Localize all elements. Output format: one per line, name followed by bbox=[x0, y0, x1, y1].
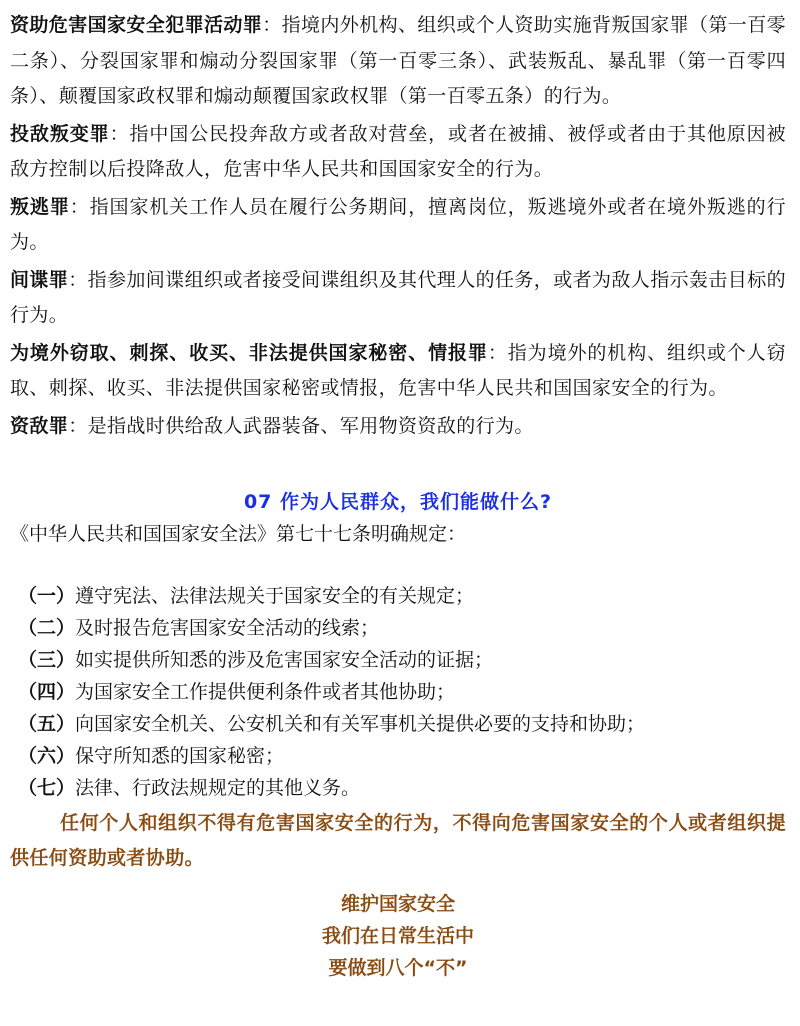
duty-number: （五） bbox=[18, 713, 76, 735]
crime-definition-text: ：指中国公民投奔敌方或者敌对营垒，或者在被捕、被俘或者由于其他原因被敌方控制以后投降敌人，危害中华人民共和国国家安全的行为。 bbox=[10, 122, 786, 180]
crime-definition-defection bbox=[10, 117, 786, 188]
warning-statement: 任何个人和组织不得有危害国家安全的行为，不得向危害国家安全的个人或者组织提供任何资助或者协助。 bbox=[10, 812, 786, 869]
duty-number: （一） bbox=[18, 585, 76, 607]
duty-list bbox=[10, 580, 786, 804]
crime-definition-text: ：指境内外机构、组织或个人资助实施背叛国家罪（第一百零二条）、分裂国家罪和煽动分裂国家罪（第一百零三条）、武装叛乱、暴乱罪（第一百零四条）、颠覆国家政权罪和煽动颠覆国家政权罪（第一百零五条）的行为。 bbox=[10, 14, 787, 107]
crime-definition-aiding-enemy bbox=[10, 409, 786, 445]
closing-line: 要做到八个“不” bbox=[328, 957, 468, 979]
crime-definition-text: ：指参加间谍组织或者接受间谍组织及其代理人的任务，或者为敌人指示轰击目标的行为。 bbox=[10, 268, 787, 326]
list-item bbox=[10, 644, 786, 676]
crime-definition-funding bbox=[10, 8, 786, 115]
duty-text: 及时报告危害国家安全活动的线索； bbox=[75, 617, 380, 639]
duty-text: 如实提供所知悉的涉及危害国家安全活动的证据； bbox=[75, 649, 494, 671]
list-item bbox=[10, 676, 786, 708]
duty-number: （三） bbox=[18, 649, 76, 671]
duty-number: （二） bbox=[18, 617, 76, 639]
duty-number: （六） bbox=[18, 745, 76, 767]
duty-text: 为国家安全工作提供便利条件或者其他协助； bbox=[75, 681, 456, 703]
duty-text: 遵守宪法、法律法规关于国家安全的有关规定； bbox=[75, 585, 475, 607]
crime-term: 投敌叛变罪 bbox=[10, 122, 110, 145]
crime-term: 为境外窃取、刺探、收买、非法提供国家秘密、情报罪 bbox=[10, 341, 488, 364]
crime-definition-text: ：指国家机关工作人员在履行公务期间，擅离岗位，叛逃境外或者在境外叛逃的行为。 bbox=[10, 195, 786, 253]
closing-line: 我们在日常生活中 bbox=[321, 925, 474, 947]
list-item bbox=[10, 580, 786, 612]
crime-term: 间谍罪 bbox=[10, 268, 69, 291]
crime-definition-fleeing bbox=[10, 190, 786, 261]
list-item bbox=[10, 772, 786, 804]
duty-text: 向国家安全机关、公安机关和有关军事机关提供必要的支持和协助； bbox=[75, 713, 646, 735]
crime-term: 叛逃罪 bbox=[10, 195, 70, 218]
list-item bbox=[10, 612, 786, 644]
crime-definition-espionage bbox=[10, 263, 786, 334]
crime-definition-text: ：是指战时供给敌人武器装备、军用物资资敌的行为。 bbox=[68, 414, 534, 437]
duty-number: （四） bbox=[18, 681, 76, 703]
crime-term: 资助危害国家安全犯罪活动罪 bbox=[10, 14, 263, 36]
duty-text: 法律、行政法规规定的其他义务。 bbox=[75, 777, 361, 799]
list-item bbox=[10, 740, 786, 772]
duty-number: （七） bbox=[18, 777, 76, 799]
duty-text: 保守所知悉的国家秘密； bbox=[75, 745, 285, 767]
crime-definition-text: ：指为境外的机构、组织或个人窃取、刺探、收买、非法提供国家秘密或情报，危害中华人民共和国国家安全的行为。 bbox=[10, 341, 786, 399]
closing-line: 维护国家安全 bbox=[340, 893, 455, 915]
law-intro: 《中华人民共和国国家安全法》第七十七条明确规定： bbox=[10, 523, 467, 545]
crime-definition-secrets bbox=[10, 336, 786, 407]
section-title: 07 作为人民群众，我们能做什么? bbox=[243, 491, 553, 513]
crime-term: 资敌罪 bbox=[10, 414, 69, 437]
list-item bbox=[10, 708, 786, 740]
